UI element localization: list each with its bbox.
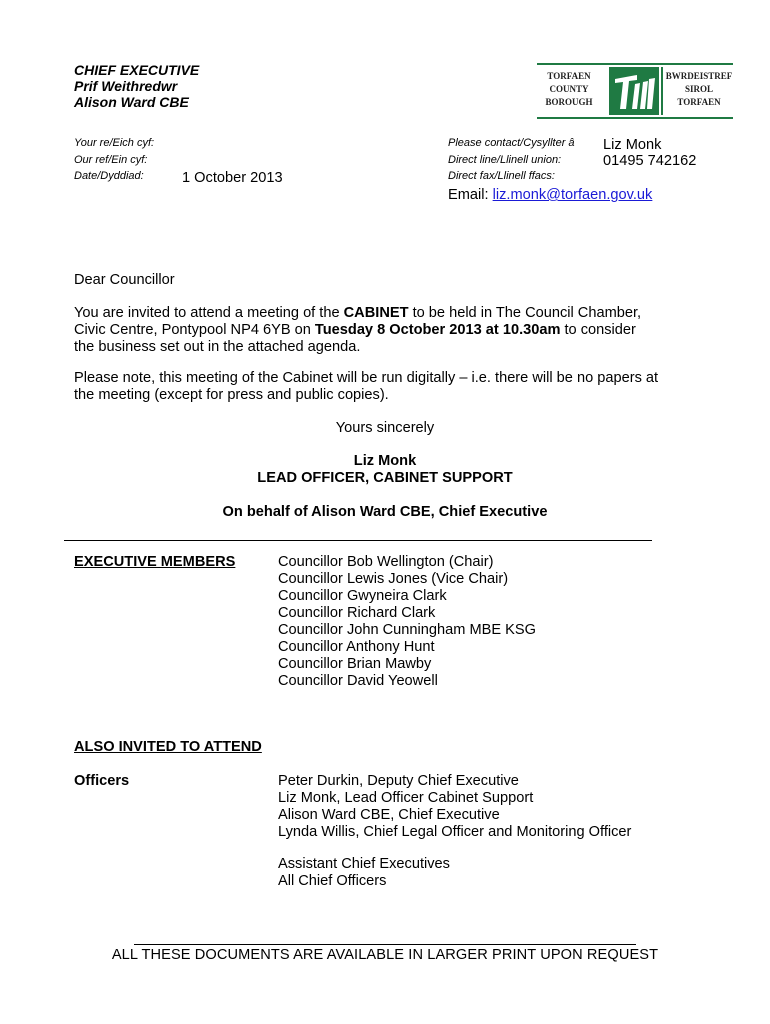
header-title: CHIEF EXECUTIVE (74, 62, 200, 78)
invitation-text: Civic Centre, Pontypool NP4 6YB on (74, 322, 315, 338)
executive-members-list (278, 554, 536, 690)
logo-left-line: COUNTY (549, 84, 589, 94)
chief-executive-header (74, 62, 199, 110)
our-ref-label: Our ref/Ein cyf: (74, 154, 148, 166)
invitation-line: the business set out in the attached agenda. (74, 339, 361, 355)
logo-right-text (665, 70, 733, 109)
note-line: Please note, this meeting of the Cabinet will be run digitally – i.e. there will be no papers at (74, 370, 659, 386)
invitation-text: You are invited to attend a meeting of the (74, 305, 344, 321)
email-line (448, 187, 652, 204)
officer-item: Alison Ward CBE, Chief Executive (278, 807, 500, 823)
email-label: Email: (448, 187, 489, 203)
divider-rule (64, 540, 652, 541)
header-name: Alison Ward CBE (74, 94, 189, 110)
logo-right-line: TORFAEN (677, 97, 721, 107)
cabinet-emphasis: CABINET (343, 305, 409, 321)
contact-value: Liz Monk (603, 137, 662, 153)
logo-divider (661, 67, 663, 115)
direct-line-label: Direct line/Llinell union: (448, 154, 562, 166)
closing: Yours sincerely (335, 420, 435, 436)
on-behalf-line: On behalf of Alison Ward CBE, Chief Executive (222, 504, 548, 520)
logo-left-text (537, 70, 601, 109)
officer-item: Peter Durkin, Deputy Chief Executive (278, 773, 519, 789)
member-item: Councillor Anthony Hunt (278, 639, 435, 655)
invitation-line (74, 322, 698, 339)
logo-right-line: BWRDEISTREF (665, 71, 733, 81)
contact-label: Please contact/Cysyllter â (448, 137, 575, 149)
header-welsh-title: Prif Weithredwr (74, 78, 178, 94)
invitation-paragraph (74, 305, 698, 356)
member-item: Councillor Brian Mawby (278, 656, 432, 672)
torfaen-emblem-icon (609, 67, 659, 115)
signer-title: LEAD OFFICER, CABINET SUPPORT (257, 470, 513, 486)
date-label: Date/Dyddiad: (74, 170, 144, 182)
member-item: Councillor Richard Clark (278, 605, 436, 621)
torfaen-logo (537, 63, 733, 119)
officers-label: Officers (74, 773, 130, 789)
digital-meeting-note (74, 370, 704, 404)
fax-label: Direct fax/Llinell ffacs: (448, 170, 555, 182)
also-invited-heading: ALSO INVITED TO ATTEND (74, 739, 262, 755)
attendee-item: Assistant Chief Executives (278, 856, 450, 872)
member-item: Councillor David Yeowell (278, 673, 438, 689)
member-item: Councillor John Cunningham MBE KSG (278, 622, 536, 638)
logo-left-line: TORFAEN (547, 71, 591, 81)
other-attendees-list (278, 856, 450, 890)
officer-item: Lynda Willis, Chief Legal Officer and Monitoring Officer (278, 824, 632, 840)
logo-bottom-rule (537, 117, 733, 119)
direct-line-value: 01495 742162 (603, 153, 697, 169)
signer-name: Liz Monk (353, 453, 417, 469)
executive-members-heading: EXECUTIVE MEMBERS (74, 554, 236, 570)
member-item: Councillor Bob Wellington (Chair) (278, 554, 494, 570)
your-ref-label: Your re/Eich cyf: (74, 137, 155, 149)
invitation-text: to be held in The Council Chamber, (408, 305, 642, 321)
logo-top-rule (537, 63, 733, 65)
footer-rule (134, 944, 636, 945)
meeting-date-emphasis: Tuesday 8 October 2013 at 10.30am (314, 322, 561, 338)
attendee-item: All Chief Officers (278, 873, 387, 889)
date-value: 1 October 2013 (182, 170, 283, 186)
logo-left-line: BOROUGH (545, 97, 593, 107)
logo-right-line: SIROL (684, 84, 713, 94)
email-link[interactable]: liz.monk@torfaen.gov.uk (492, 187, 653, 203)
member-item: Councillor Lewis Jones (Vice Chair) (278, 571, 509, 587)
invitation-line (74, 305, 698, 322)
salutation: Dear Councillor (74, 272, 175, 288)
invitation-text-part (74, 305, 641, 322)
member-item: Councillor Gwyneira Clark (278, 588, 447, 604)
officer-item: Liz Monk, Lead Officer Cabinet Support (278, 790, 534, 806)
officers-list (278, 773, 631, 841)
invitation-text: to consider (560, 322, 636, 338)
note-line: the meeting (except for press and public copies). (74, 387, 389, 403)
large-print-notice: ALL THESE DOCUMENTS ARE AVAILABLE IN LARGER PRINT UPON REQUEST (111, 947, 659, 963)
